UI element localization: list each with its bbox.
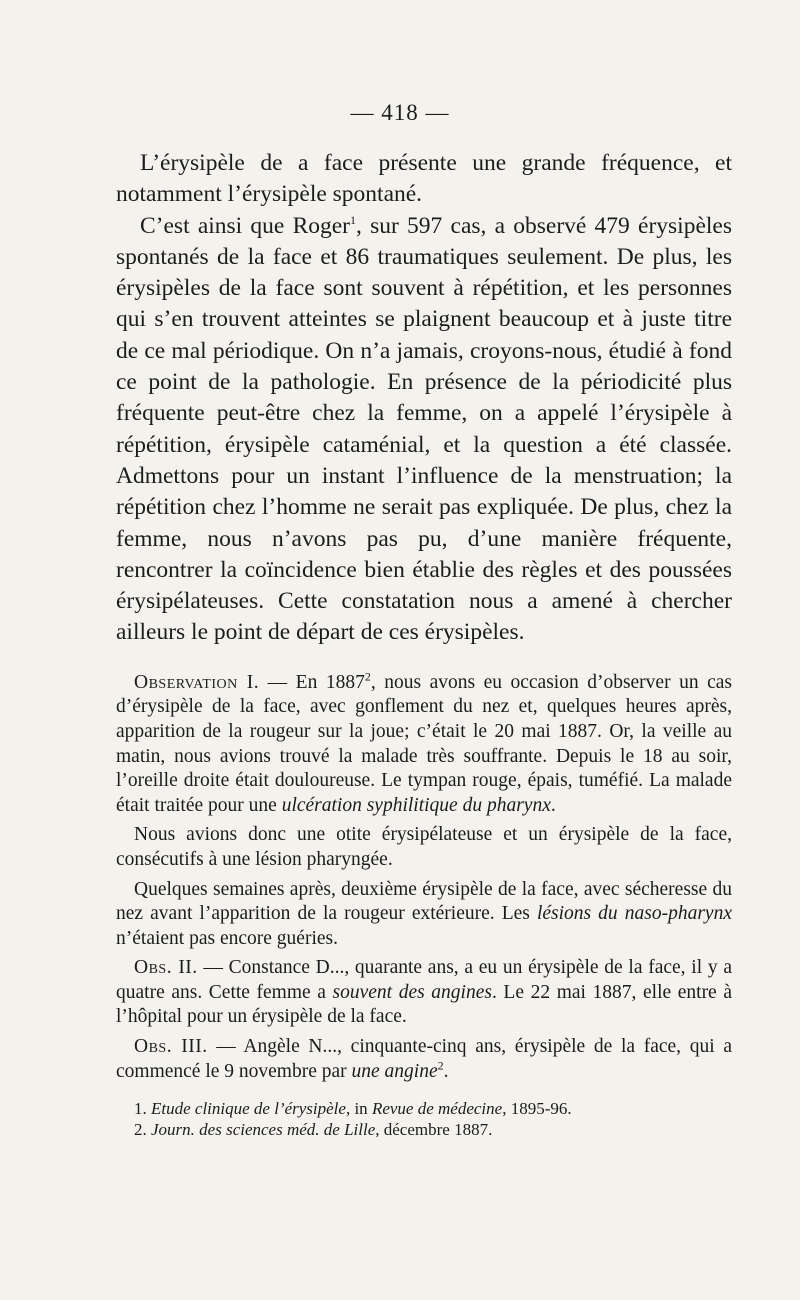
observation-2: Obs. II. — Constance D..., quarante ans, a eu un érysipèle de la face, il y a quatre ans. Cette femme a souvent des angines. Le 22 mai 1887, elle entre à l’hôpital pour un érysipèle de la face. xyxy=(116,957,732,1028)
footnote-ref: 2 xyxy=(437,1058,444,1073)
footnote-2: 2. Journ. des sciences méd. de Lille, décembre 1887. xyxy=(134,1120,493,1140)
page-number: — 418 — xyxy=(350,100,450,125)
footnote-ref: 1 xyxy=(350,212,357,227)
paragraph-semaines: Quelques semaines après, deuxième érysipèle de la face, avec sécheresse du nez avant l’apparition de la rougeur extérieure. Les lésions du naso-pharynx n’étaient pas encore guéries. xyxy=(116,878,732,949)
footnotes xyxy=(116,1098,732,1140)
observation-3: Obs. III. — Angèle N..., cinquante-cinq ans, érysipèle de la face, qui a commencé le 9 novembre par une angine$^2$. xyxy=(116,1036,732,1082)
observation-label: Obs. II. xyxy=(134,957,198,979)
paragraph-erysipele-frequence: L’érysipèle de a face présente une grande fréquence, et notamment l’érysipèle spontané. xyxy=(116,150,732,208)
paragraph-otite: Nous avions donc une otite érysipélateuse et un érysipèle de la face, consécutifs à une lésion pharyngée. xyxy=(116,824,732,870)
footnote-ref: 2 xyxy=(364,669,371,684)
observation-label: Obs. III. xyxy=(134,1036,208,1058)
main-section xyxy=(116,148,732,649)
body-text xyxy=(116,148,732,1140)
footnote-1: 1. Etude clinique de l’érysipèle, in Revue de médecine, 1895-96. xyxy=(134,1099,572,1119)
observations-section xyxy=(116,671,732,1085)
observation-label: Observation I. xyxy=(134,671,260,693)
paragraph-roger: C’est ainsi que Roger$^1$, sur 597 cas, a observé 479 érysipèles spontanés de la face et 86 traumatiques seulement. De plus, les érysipèles de la face sont souvent à répétition, et les personnes qui s’en trouvent atteintes se plaignent beaucoup et à juste titre de ce mal périodique. On n’a jamais, croyons-nous, étudié à fond ce point de la pathologie. En présence de la périodicité plus fréquente peut-être chez la femme, on a appelé l’érysipèle à répétition, érysipèle cataménial, et la question a été classée. Admettons pour un instant l’influence de la menstruation; la répétition chez l’homme ne serait pas expliquée. De plus, chez la femme, nous n’avons pas pu, d’une manière fréquente, rencontrer la coïncidence bien établie des règles et des poussées érysipélateuses. Cette constatation nous a amené à chercher ailleurs le point de départ de ces érysipèles. xyxy=(116,212,732,646)
observation-1: Observation I. — En 1887$^2$, nous avons eu occasion d’observer un cas d’érysipèle de la face, avec gonflement du nez et, quelques heures après, apparition de la rougeur sur la joue; c’était le 20 mai 1887. Or, la veille au matin, nous avions trouvé la malade très souffrante. Depuis le 18 au soir, l’oreille droite était douloureuse. Le tympan rouge, épais, tuméfié. La malade était traitée pour une ulcération syphilitique du pharynx. xyxy=(116,669,732,816)
